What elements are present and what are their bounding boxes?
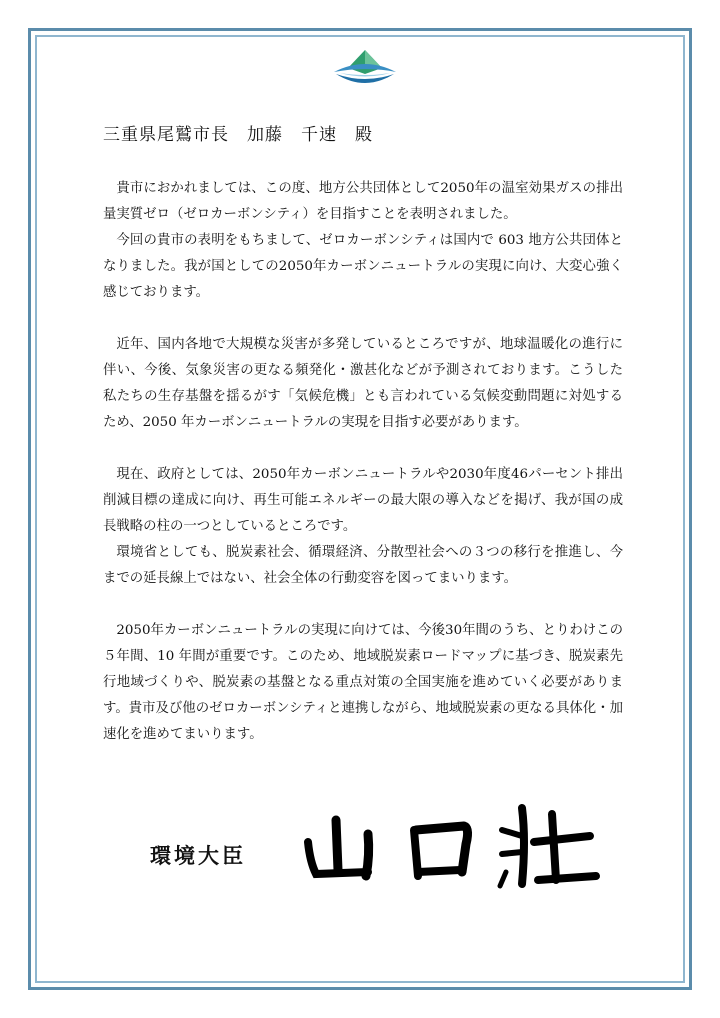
ministry-logo-icon bbox=[330, 46, 400, 90]
paragraph-2: 今回の貴市の表明をもちまして、ゼロカーボンシティは国内で 603 地方公共団体となりました。我が国としての2050年カーボンニュートラルの実現に向け、大変心強く感じております。 bbox=[103, 233, 623, 300]
letter-body bbox=[103, 176, 623, 748]
signatory-title: 環境大臣 bbox=[150, 843, 246, 868]
paragraph-1: 貴市におかれましては、この度、地方公共団体として2050年の温室効果ガスの排出量実質ゼロ（ゼロカーボンシティ）を目指すことを表明されました。 bbox=[103, 181, 623, 222]
paragraph-3: 近年、国内各地で大規模な災害が多発しているところですが、地球温暖化の進行に伴い、今後、気象災害の更なる頻発化・激甚化などが予測されております。こうした私たちの生存基盤を揺るがす「気候危機」とも言われている気候変動問題に対処するため、2050 年カーボンニュートラルの実現を目指す必要があります。 bbox=[103, 337, 623, 430]
addressee-line: 三重県尾鷲市長 加藤 千速 殿 bbox=[103, 125, 373, 145]
paragraph-6: 2050年カーボンニュートラルの実現に向けては、今後30年間のうち、とりわけこの５年間、10 年間が重要です。このため、地域脱炭素ロードマップに基づき、脱炭素先行地域づくりや、脱炭素の基盤となる重点対策の全国実施を進めていく必要があります。貴市及び他のゼロカーボンシティと連携しながら、地域脱炭素の更なる具体化・加速化を進めてまいります。 bbox=[103, 623, 623, 742]
paragraph-5: 環境省としても、脱炭素社会、循環経済、分散型社会への３つの移行を推進し、今までの延長線上ではない、社会全体の行動変容を図ってまいります。 bbox=[103, 545, 623, 586]
handwritten-signature bbox=[290, 800, 620, 890]
paragraph-4: 現在、政府としては、2050年カーボンニュートラルや2030年度46パーセント排出削減目標の達成に向け、再生可能エネルギーの最大限の導入などを掲げ、我が国の成長戦略の柱の一つとしているところです。 bbox=[103, 467, 623, 534]
